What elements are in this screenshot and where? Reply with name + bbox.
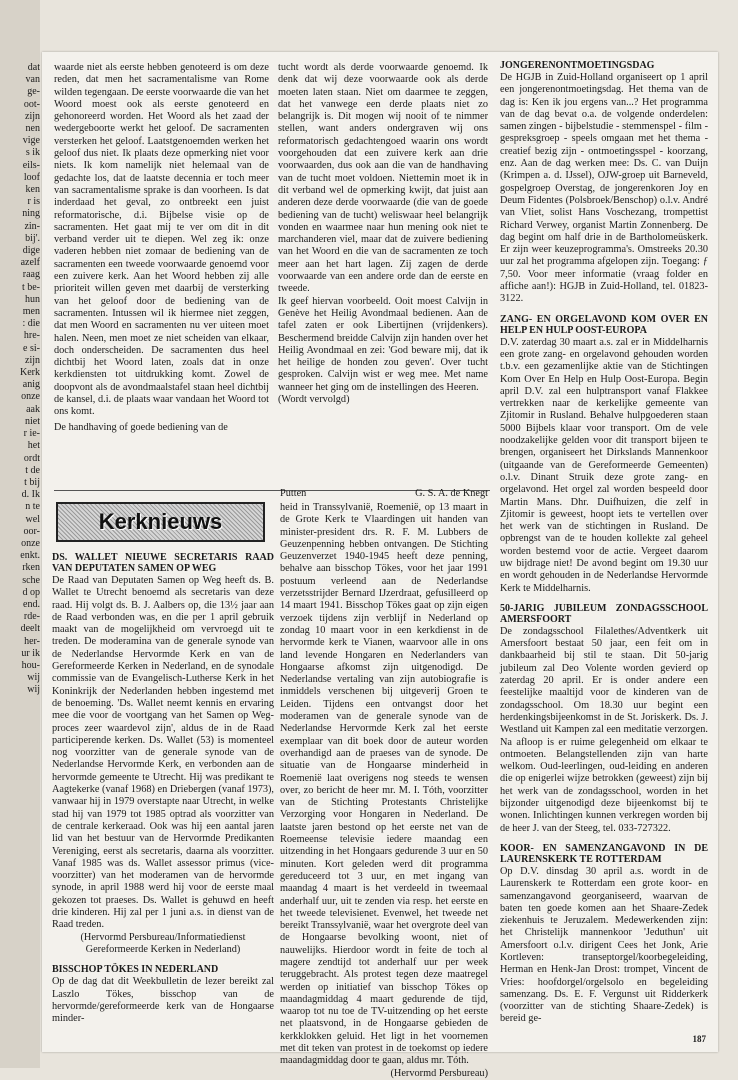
article-signature <box>280 488 488 499</box>
article-continuation-col1 <box>54 62 269 434</box>
news-body: heid in Transsylvanië, Roemenië, op 13 maart in de Grote Kerk te Vlaardingen uit handen van minister-president drs. R. F. M. Lubbers de Geuzenpenning hebben ontvangen. De Stichting Geuzenverzet 1940-1945 heeft deze penning, behalve aan bisschop Tökes, voor het jaar 1991 postuum verleend aan de Nederlandse verzetsstrijder Bernard IJzerdraat, gefusilleerd op 14 maart 1941. Bisschop Tökes gaat op zijn eigen verzoek tijdens zijn verblijf in Nederland op zondag 10 maart voor in een kerkdienst in de hervormde kerk te Vianen, waarvoor alle in ons land levende Hongaren en Nederlanders van Hongaarse afkomst zijn uitgenodigd. De Nederlandse vertaling van zijn autobiografie is inmiddels verschenen bij uitgeverij Groen te Leiden. Tijdens een ontvangst door het moderamen van de generale synode van de Nederlandse Hervormde Kerk zal het eerste exemplaar van dit boek door de auteur worden overhandigd aan de praeses van de synode. De situatie van de Hongaarse minderheid in Roemenië laat overigens nog steeds te wensen over, zo bericht de heer mr. M. I. Tóth, voorzitter van de Stichting Protestants Christelijke Verzorging voor Hongaren in Nederland. De laatste jaren bestond op het eerste net van de Roemeense televisie iedere maandag een uitzending in het Hongaars gedurende 3 uur en 50 minuten. Kort geleden werd dit programma gereduceerd tot 3 uur, en met ingang van maandag 4 maart is het verdeeld in tweemaal anderhalf uur, uit te zenden via resp. het eerste en het tweede televisienet. Evenwel, het tweede net bereikt Transsylvanië, waar het overgrote deel van de Hongaarse bevolking woont, niet of nauwelijks. Hierdoor wordt in feite de toch al magere zendtijd tot anderhalf uur per week teruggebracht. Als protest tegen deze maatregel werden op initiatief van bisschop Tökes op maandagmiddag 4 maart gedurende de tijd, waarop tot nu toe de TV-uitzending op het eerste net plaatsvond, in de Hongaarse gebieden de kerkklokken geluid. Het ligt in het voornemen met dit teken van protest in de toekomst op iedere maandagmiddag door te gaan, aldus mr. Tóth. <box>280 502 488 1067</box>
news-body: De Raad van Deputaten Samen op Weg heeft ds. B. Wallet te Utrecht benoemd als secretaris van deze raad. Hij volgt ds. B. J. Aalbers op, die 13½ jaar aan de Raad verbonden was, en die per 1 april gebruik maakt van de mogelijkheid om vervroegd uit te treden. De moderamina van de generale synode van de Nederlandse Hervormde Kerk en van de Gereformeerde Kerken in Nederland, en de synodale commissie van de Evangelisch-Lutherse Kerk in het Koninkrijk der Nederlanden hebben ingestemd met de benoeming. 'Ds. Wallet neemt kennis en ervaring mee die voor de voortgang van het Samen op Weg-proces zeer waardevol zijn', aldus de in de Raad participerende kerken. Ds. Wallet (53) is momenteel nog voorzitter van de generale synode van de Nederlandse Hervormde Kerk, en verbonden aan de hervormde gemeente te Utrecht. Hij was predikant te Aagtekerke (vanaf 1968) en Driebergen (vanaf 1973), vanwaar hij in 1979 overstapte naar Utrecht, in welke stad hij van 1979 tot 1985 optrad als voorzitter van de centrale kerkeraad. Ook was hij een aantal jaren lid van het bestuur van de Hervormde Predikanten Vereniging, eerst als secretaris, daarna als voorzitter. Vanaf 1985 was ds. Wallet assessor primus (vice-voorzitter) van het moderamen van de hervormde synode, in april 1988 werd hij voor de eerste maal gekozen tot praeses. Ds. Wallet is gehuwd en heeft drie kinderen. Hij zal per 1 juni a.s. in dienst van de Raad treden. <box>52 575 274 931</box>
banner-title: Kerknieuws <box>98 509 223 534</box>
news-source: (Hervormd Persbureau/Informatiedienst Gereformeerde Kerken in Nederland) <box>80 931 246 955</box>
col2-paragraph-1: tucht wordt als derde voorwaarde genoemd. Ik denk dat wij deze voorwaarde ook als derde moeten laten staan. Niet om daarmee te zeggen, dat het vanwege een derde plaats niet zo belangrijk is. Dit mogen wij nooit of te nimmer stellen, want anders ondergraven wij ons reformatorisch gedachtengoed waarin ons wordt voorgehouden dat een zuivere kerk aan drie voorwaarden, dus ook aan die van de handhaving van de tucht moet voldoen. Niettemin moet ik in dit verband wel de opmerking kwijt, dat juist aan anderen deze derde voorwaarde (die van de goede bediening van de tucht) weliswaar heel belangrijk vonden en waarmee naar hun mening ook niet te marchanderen viel, maar dat de zuivere bediening van het Woord en die van de sacramenten ze toch meer aan het hart lagen. Zij zagen de derde voorwaarde van een andere orde dan de eerste en tweede. <box>278 62 488 295</box>
news-body: De zondagsschool Filalethes/Adventkerk uit Amersfoort bestaat 50 jaar, een feit om in dankbaarheid bij stil te staan. Dit 50-jarig jubileum zal Deo Volente worden gevierd op zaterdag 20 april. Er is onder andere een feestelijke maaltijd voor de kinderen van de zondagsschool. Om 18.30 uur begint een herdenkingsbijeenkomst in de St. Joriskerk. Ds. J. Westland uit Kampen zal een meditatie verzorgen. Na afloop is er ruime gelegenheid om elkaar te ontmoeten. Belangstellenden zijn van harte welkom. Oud-leerlingen, oud-leiding en anderen die op enigerlei wijze betrokken (geweest) zijn bij het werk van de zondagsschool, worden in het bijzonder uitgenodigd deze bijeenkomst bij te wonen. Inlichtingen kunnen verkregen worden bij de heer J. van der Steeg, tel. 033-727322. <box>500 625 708 834</box>
col1-last-line: De handhaving of goede bediening van de <box>54 421 228 433</box>
news-heading: DS. WALLET NIEUWE SECRETARIS RAAD VAN DEPUTATEN SAMEN OP WEG <box>52 552 274 574</box>
page-number: 187 <box>692 1034 706 1044</box>
news-column-right <box>500 60 708 1026</box>
news-body: De HGJB in Zuid-Holland organiseert op 1 april een jongerenontmoetingsdag. Het thema van de dag is: Ken ik jou ergens van...? Het programma van de dag bevat o.a. de volgende onderdelen: samen zingen - bijbelstudie - stemmenspel - film - gespreksgroep - speels omgaan met het thema - creatief bezig zijn - ontmoetingsspel - koorzang, enz. Aan de dag werken mee: Ds. C. van Duijn (Krimpen a. d. IJssel), OJW-groep uit Barneveld, gospelgroep Overstag, de jongerenkoren Joy en Deum Fidentes (Polsbroek/Benschop) o.l.v. André van Vliet, solist Hans Voschezang, trompettist Richard Verwey, organist Martin Zonnenberg. De dag begint om half drie in de Bartholomeüskerk. Er zijn weer keuzeprogramma's. Omstreeks 20.30 uur zal het programma afgelopen zijn. Toegang: ƒ 7,50. Voor meer informatie (vraag folder en affiche aan!): HGJB in Zuid-Holland, tel. 01823-3122. <box>500 72 708 305</box>
signature-author: G. S. A. de Knegt <box>415 488 488 499</box>
newspaper-page <box>42 52 718 1079</box>
kerknieuws-banner <box>56 502 265 542</box>
news-body: Op D.V. dinsdag 30 april a.s. wordt in de Laurenskerk te Rotterdam een grote koor- en samenzangavond georganiseerd, waarvan de baten ten goede komen aan het Shaare-Zedek ziekenhuis te Jeruzalem. Medewerkenden zijn: het Christelijk mannenkoor 'Jeduthun' uit Amersfoort o.l.v. dirigent Cees het Jonk, Arie Kortleven: transeptorgel/koorbegeleiding, Herman en Henk-Jan Drost: trompet, Vincent de Vries: hoofdorgel/orgelsolo en begeleiding samenzang. Ds. E. F. Vergunst uit Ridderkerk (voorzitter van de stichting Shaare-Zedek) is bereid ge- <box>500 865 708 1025</box>
news-column-middle <box>280 502 488 1080</box>
news-heading: KOOR- EN SAMENZANGAVOND IN DE LAURENSKERK TE ROTTERDAM <box>500 842 708 865</box>
news-column-left <box>52 552 274 1025</box>
news-heading: 50-JARIG JUBILEUM ZONDAGSSCHOOL AMERSFOORT <box>500 602 708 625</box>
col2-continued-note: (Wordt vervolgd) <box>278 394 350 406</box>
previous-page-edge <box>0 0 40 1068</box>
news-heading: JONGERENONTMOETINGSDAG <box>500 60 655 71</box>
col1-paragraph: waarde niet als eerste hebben genoteerd is om deze reden, dat men het sacramentalisme van Rome wilden tegengaan. De eerste voorwaarde die van het Woord moest ook als eerste genoteerd en gehonoreerd worden. Het Woord als het zaad der wedergeboorte werkt het geloof. De sacramenten versterken het geloof. Laatstgenoemden werken het geloof dus niet. Ik plaats deze opmerking niet voor niets. Ik kom namelijk niet helemaal van de gedachte los, dat de laatste decennia er toch meer van sacramentalisme sprake is dan voorheen. Is dat inderdaad het geval, zo ontbreekt een juist reformatorische, d.i. Bijbelse visie op de sacramenten. Het gaat mij te ver om dit in dit verband verder uit te diepen. Wel zeg ik: onze vaderen hebben niet zomaar de bediening van de sacramenten een tweede voorwaarde genoemd voor een zuivere kerk. Aan het Woord hebben zij alle prioriteit willen geven met daarbij de versterking van het geloof door de bediening van de sacramenten. Intussen wil ik hiermee niet zeggen, dat men Woord en sacramenten nu ver uiteen moet halen. Neen, men moet ze niet scheiden van elkaar, doch onderscheiden. De sacramenten dus heel dichtbij het Woord laten, zoals dat in onze kerkdiensten tot uitdrukking komt. Zowel de doopvont als de avondmaalstafel staan heel dichtbij de kansel, d.i. de plaats waar vandaan het Woord tot ons komt. <box>54 62 269 418</box>
news-heading: BISSCHOP TÖKES IN NEDERLAND <box>52 964 219 976</box>
news-body: D.V. zaterdag 30 maart a.s. zal er in Middelharnis een grote zang- en orgelavond gehouden worden t.b.v. een gezamenlijke aktie van de Stichtingen Kom Over En Help en Hulp Oost-Europa. Begin april D.V. zal een hulptransport vanaf Flakkee vertrekken naar de kerkelijke gemeente van Zjitomir in Rusland. Behalve hulpgoederen staan 5000 Bijbels klaar voor transport. Om de vele noodzakelijke gelden voor dit transport bijeen te brengen, organiseert het Dirkslands Mannenkoor (uitgaande van de Gereformeerde Gemeenten) o.l.v. Dinant Struik deze grote zang- en orgelavond. Het orgel zal worden bespeeld door Martin Mans. Dhr. Duifhuizen, die zelf in Zjitomir is geweest, hoopt iets te vertellen over het werk van de stichtingen in Rusland. De opbrengst van de te houden kollekte zal geheel worden bestemd voor de actie. Vergeet daarom uw bijdrage niet! De avond begint om 19.30 uur en wordt gehouden in de Nederlandse Hervormde Kerk te Middelharnis. <box>500 336 708 594</box>
news-source: (Hervormd Persbureau) <box>390 1067 488 1079</box>
gutter-text-fragments: dat van ge- oot- zijn nen vige s ik eils- loof ken r is ning zin- bij'. dige azelf raag t be- hun men : die hre- e si- zijn Kerk anig onze aak niet r ie- het ordt t de t bij d. Ik n te wel oor- onze enkt. rken sche d op end. rde- deelt her- ur ik hou- wij wij <box>20 62 40 696</box>
col2-paragraph-2: Ik geef hiervan voorbeeld. Ooit moest Calvijn in Genève het Heilig Avondmaal bedienen. Aan de tafel zaten er ook Libertijnen (vrijdenkers). Beschermend breidde Calvijn zijn handen over het Heilig Avondmaal en zei: 'God beware mij, dat ik het heilige de honden zou geven'. Over tucht gesproken. Calvijn wist er weg mee. Met name wanneer het ging om de instellingen des Heeren. <box>278 295 488 393</box>
news-body: Op de dag dat dit Weekbulletin de lezer bereikt zal Laszlo Tökes, bisschop van de hervormde/gereformeerde kerk van de Hongaarse minder- <box>52 976 274 1025</box>
signature-place: Putten <box>280 488 307 499</box>
article-continuation-col2 <box>278 62 488 406</box>
news-heading: ZANG- EN ORGELAVOND KOM OVER EN HELP EN HULP OOST-EUROPA <box>500 313 708 336</box>
